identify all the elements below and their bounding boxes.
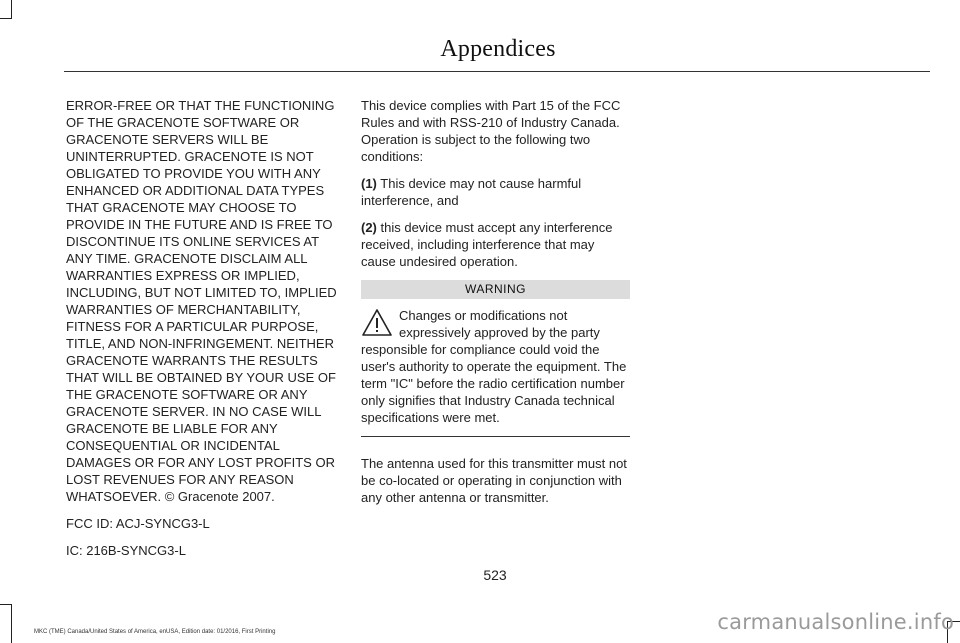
fcc-id: FCC ID: ACJ-SYNCG3-L (66, 516, 210, 531)
crop-mark-bottom-left-h (0, 604, 12, 605)
condition-2-text: this device must accept any interference received, including interference that may cause undesired operation. (361, 220, 613, 269)
header-divider (64, 71, 930, 72)
watermark: carmanualsonline.info (717, 610, 954, 634)
warning-divider (361, 436, 630, 437)
condition-2 (361, 219, 630, 270)
crop-mark-top-left-h (0, 18, 12, 19)
page-number: 523 (483, 567, 507, 583)
page-title: Appendices (440, 36, 556, 62)
crop-mark-top-left-v (11, 0, 12, 18)
warning-text: Changes or modifications not expressively approved by the party responsible for compliance could void the user's authority to operate the equipment. The term "IC" before the radio certification number only signifies that Industry Canada technical specifications were met. (361, 308, 627, 425)
warning-header: WARNING (361, 280, 630, 299)
compliance-intro: This device complies with Part 15 of the FCC Rules and with RSS-210 of Industry Canada. Operation is subject to the following two conditions: (361, 98, 621, 164)
condition-1-number: (1) (361, 176, 377, 191)
warning-triangle-icon (361, 308, 393, 338)
condition-1 (361, 175, 630, 209)
left-column (66, 97, 340, 569)
antenna-text: The antenna used for this transmitter must not be co-located or operating in conjunction with any other antenna or transmitter. (361, 456, 627, 505)
gracenote-disclaimer: ERROR-FREE OR THAT THE FUNCTIONING OF THE GRACENOTE SOFTWARE OR GRACENOTE SERVERS WILL BE UNINTERRUPTED. GRACENOTE IS NOT OBLIGATED TO PROVIDE YOU WITH ANY ENHANCED OR ADDITIONAL DATA TYPES THAT GRACENOTE MAY CHOOSE TO PROVIDE IN THE FUTURE AND IS FREE TO DISCONTINUE ITS ONLINE SERVICES AT ANY TIME. GRACENOTE DISCLAIM ALL WARRANTIES EXPRESS OR IMPLIED, INCLUDING, BUT NOT LIMITED TO, IMPLIED WARRANTIES OF MERCHANTABILITY, FITNESS FOR A PARTICULAR PURPOSE, TITLE, AND NON-INFRINGEMENT. NEITHER GRACENOTE WARRANTS THE RESULTS THAT WILL BE OBTAINED BY YOUR USE OF THE GRACENOTE SOFTWARE OR ANY GRACENOTE SERVER. IN NO CASE WILL GRACENOTE BE LIABLE FOR ANY CONSEQUENTIAL OR INCIDENTAL DAMAGES OR FOR ANY LOST PROFITS OR LOST REVENUES FOR ANY REASON WHATSOEVER. © Gracenote 2007. (66, 98, 337, 504)
condition-1-text: This device may not cause harmful interference, and (361, 176, 582, 208)
condition-2-number: (2) (361, 220, 377, 235)
ic-id: IC: 216B-SYNCG3-L (66, 543, 186, 558)
warning-box (361, 307, 630, 426)
footer-edition-info: MKC (TME) Canada/United States of America, enUSA, Edition date: 01/2016, First Printing (34, 629, 276, 635)
right-column (361, 97, 630, 516)
crop-mark-bottom-left-v (11, 604, 12, 643)
